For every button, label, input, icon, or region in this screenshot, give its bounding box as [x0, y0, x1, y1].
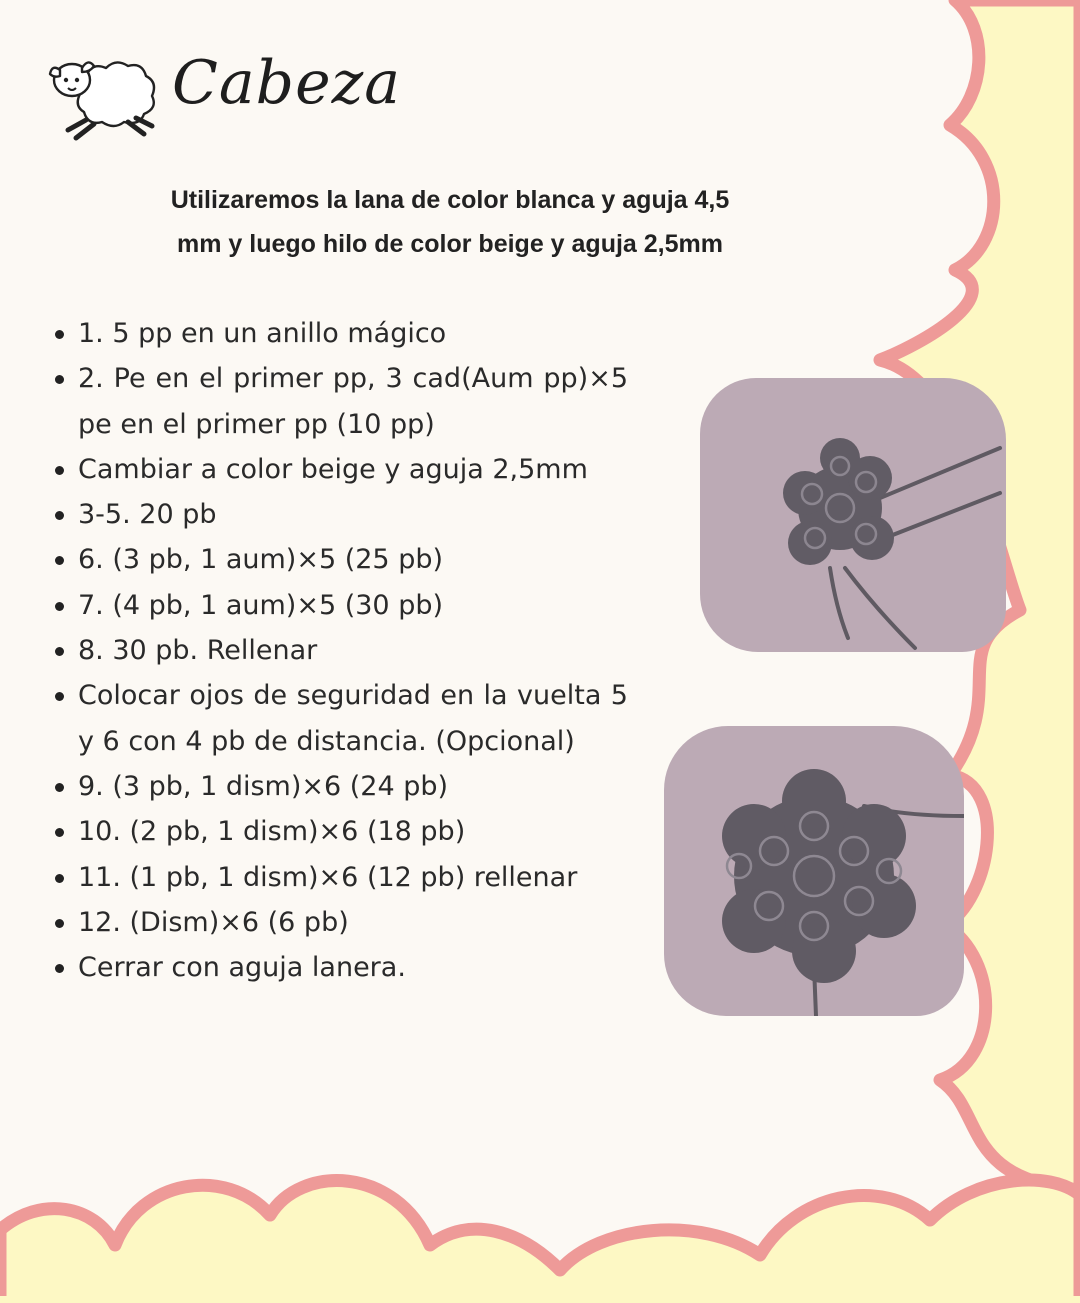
intro-line-1: Utilizaremos la lana de color blanca y aguja 4,5	[170, 186, 730, 214]
crochet-photo-small-flower	[700, 378, 1006, 652]
page-title: Cabeza	[172, 48, 401, 118]
step-item: Colocar ojos de seguridad en la vuelta 5 y 6 con 4 pb de distancia. (Opcional)	[48, 673, 628, 764]
pattern-steps-list	[48, 311, 628, 990]
step-item: 12. (Dism)×6 (6 pb)	[48, 900, 628, 945]
materials-intro	[90, 178, 810, 266]
step-item: 3-5. 20 pb	[48, 492, 628, 537]
step-item: 6. (3 pb, 1 aum)×5 (25 pb)	[48, 537, 628, 582]
step-item: 7. (4 pb, 1 aum)×5 (30 pb)	[48, 583, 628, 628]
sheep-icon	[46, 46, 158, 146]
step-item: 8. 30 pb. Rellenar	[48, 628, 628, 673]
intro-line-2: mm y luego hilo de color beige y aguja 2,5mm	[177, 230, 723, 258]
crochet-photo-large-ball	[664, 726, 964, 1016]
step-item: 11. (1 pb, 1 dism)×6 (12 pb) rellenar	[48, 855, 628, 900]
step-item: 2. Pe en el primer pp, 3 cad(Aum pp)×5 pe en el primer pp (10 pp)	[48, 356, 628, 447]
bottom-cloud-fill	[0, 1180, 1080, 1303]
step-item: 1. 5 pp en un anillo mágico	[48, 311, 628, 356]
step-item: 9. (3 pb, 1 dism)×6 (24 pb)	[48, 764, 628, 809]
step-item: Cerrar con aguja lanera.	[48, 945, 628, 990]
step-item: 10. (2 pb, 1 dism)×6 (18 pb)	[48, 809, 628, 854]
step-item: Cambiar a color beige y aguja 2,5mm	[48, 447, 628, 492]
